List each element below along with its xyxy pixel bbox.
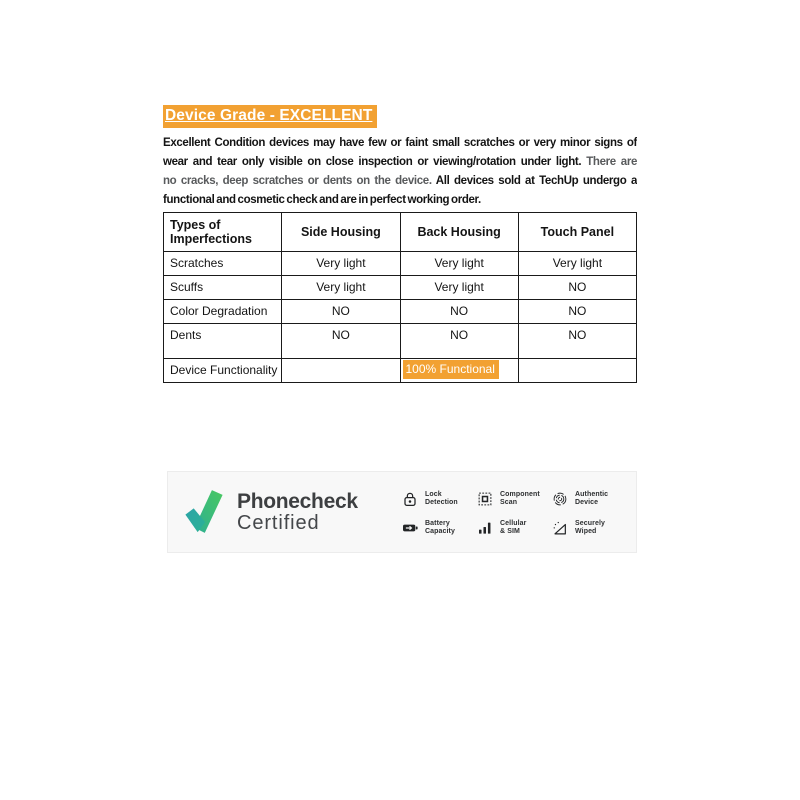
description-text-muted: no cracks, deep scratches or dents on the device. xyxy=(163,175,436,187)
description-text: wear and tear only visible on close inspection or viewing/rotation under light. xyxy=(163,156,587,168)
checkmark-icon xyxy=(185,490,223,533)
phonecheck-logo xyxy=(185,490,358,534)
description-text-muted: There are xyxy=(586,156,637,168)
feature-label xyxy=(425,520,455,536)
brand-name: Phonecheck xyxy=(237,490,358,513)
table-cell: Very light xyxy=(282,252,400,276)
table-cell: Very light xyxy=(282,276,400,300)
table-cell: NO xyxy=(282,324,400,359)
description-line xyxy=(163,153,637,172)
row-label: Scuffs xyxy=(164,276,282,300)
component-scan-icon xyxy=(477,491,493,507)
description-text: All devices sold at TechUp undergo a xyxy=(435,175,637,187)
table-cell: Very light xyxy=(400,276,518,300)
table-cell: NO xyxy=(282,300,400,324)
feature-cellular-sim xyxy=(477,516,552,539)
table-row xyxy=(164,276,637,300)
feature-label-line: Wiped xyxy=(575,527,597,535)
column-header: Types of Imperfections xyxy=(164,213,282,252)
feature-label-line: Scan xyxy=(500,498,518,506)
table-cell: Very light xyxy=(400,252,518,276)
wipe-icon xyxy=(552,520,568,536)
feature-label-line: Lock xyxy=(425,490,442,498)
table-row xyxy=(164,359,637,383)
table-row xyxy=(164,252,637,276)
row-label: Dents xyxy=(164,324,282,359)
feature-label xyxy=(575,491,608,507)
column-header: Touch Panel xyxy=(518,213,636,252)
column-header: Back Housing xyxy=(400,213,518,252)
feature-label-line: Device xyxy=(575,498,599,506)
description-line xyxy=(163,191,637,210)
feature-label-line: Battery xyxy=(425,519,450,527)
description-text: Excellent Condition devices may have few or faint small scratches or very minor signs of xyxy=(163,137,637,149)
description-text: functional and cosmetic check and are in perfect working order. xyxy=(163,194,481,206)
table-cell: NO xyxy=(518,324,636,359)
brand-subtitle: Certified xyxy=(237,512,320,534)
table-cell xyxy=(518,359,636,383)
row-label: Color Degradation xyxy=(164,300,282,324)
table-row xyxy=(164,324,637,359)
table-header-row xyxy=(164,213,637,252)
phonecheck-certified-badge xyxy=(167,471,637,553)
feature-label-line: Authentic xyxy=(575,490,609,498)
feature-lock-detection xyxy=(402,487,477,510)
table-cell: NO xyxy=(400,324,518,359)
feature-grid xyxy=(402,487,630,539)
feature-label xyxy=(500,491,540,507)
description-line xyxy=(163,172,637,191)
table-cell: NO xyxy=(518,300,636,324)
feature-securely-wiped xyxy=(552,516,630,539)
table-cell: Very light xyxy=(518,252,636,276)
feature-label-line: Securely xyxy=(575,519,605,527)
feature-component-scan xyxy=(477,487,552,510)
imperfections-table xyxy=(163,212,637,383)
phonecheck-wordmark xyxy=(237,491,358,534)
feature-label-line: Detection xyxy=(425,498,458,506)
description-line xyxy=(163,134,637,153)
row-label: Scratches xyxy=(164,252,282,276)
table-row xyxy=(164,300,637,324)
page-title: Device Grade - EXCELLENT xyxy=(163,105,377,128)
lock-icon xyxy=(402,491,418,507)
table-cell: NO xyxy=(400,300,518,324)
feature-battery-capacity xyxy=(402,516,477,539)
feature-label-line: Capacity xyxy=(425,527,455,535)
feature-label-line: & SIM xyxy=(500,527,520,535)
feature-label xyxy=(575,520,605,536)
row-label: Device Functionality xyxy=(164,359,282,383)
feature-authentic-device xyxy=(552,487,630,510)
table-cell: NO xyxy=(518,276,636,300)
table-cell xyxy=(400,359,518,383)
feature-label-line: Cellular xyxy=(500,519,527,527)
table-cell xyxy=(282,359,400,383)
fingerprint-icon xyxy=(552,491,568,507)
feature-label-line: Component xyxy=(500,490,540,498)
feature-label xyxy=(425,491,458,507)
battery-icon xyxy=(402,520,418,536)
feature-label xyxy=(500,520,526,536)
column-header: Side Housing xyxy=(282,213,400,252)
signal-bars-icon xyxy=(477,520,493,536)
description-paragraph xyxy=(163,134,637,210)
functional-status-badge: 100% Functional xyxy=(403,360,499,379)
